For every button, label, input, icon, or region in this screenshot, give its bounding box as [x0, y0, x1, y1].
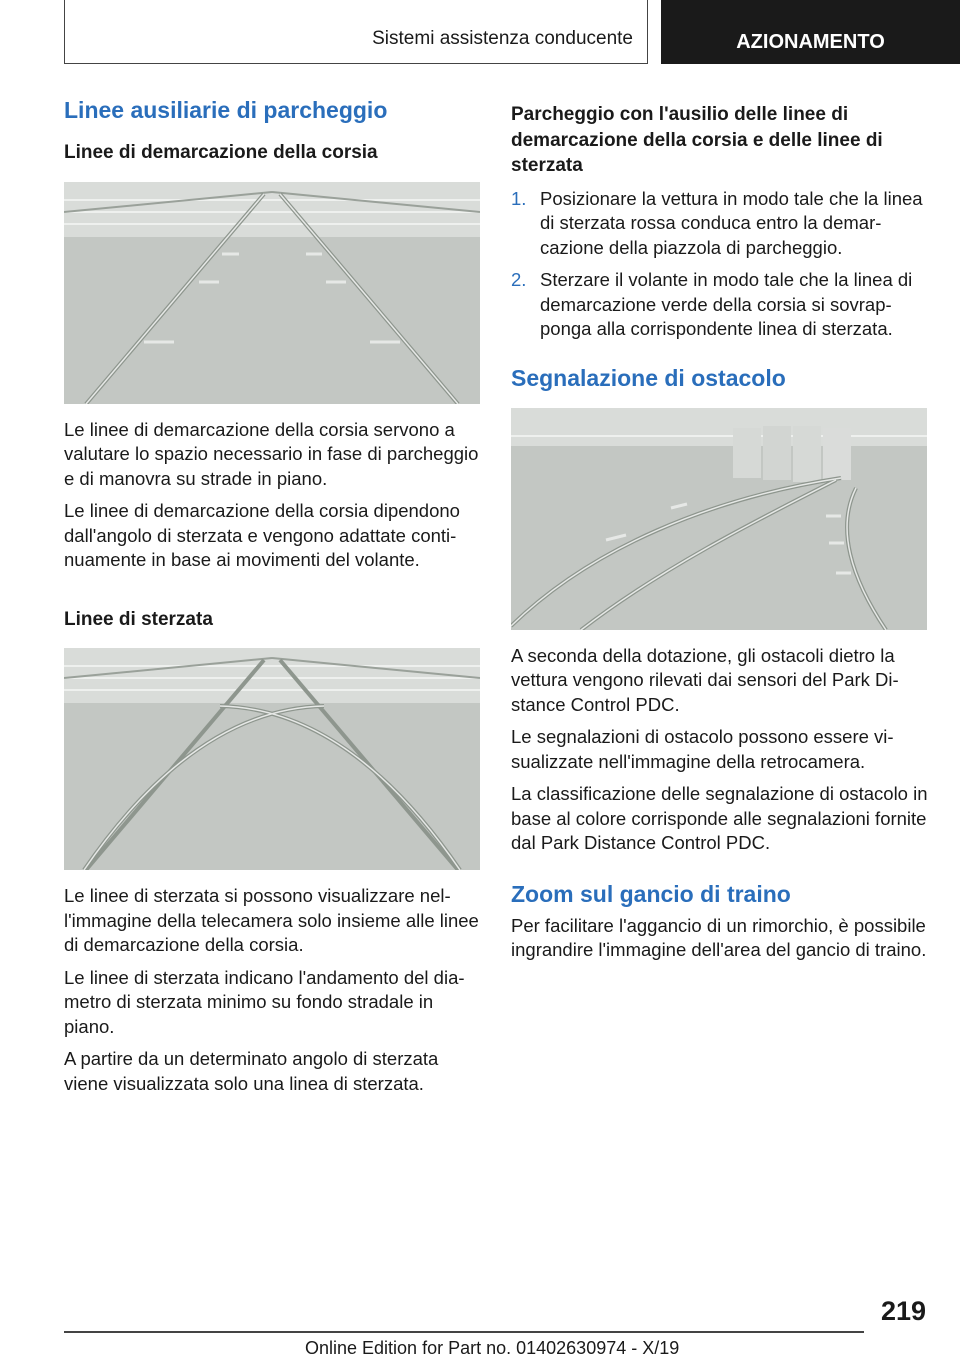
paragraph-steering-lines-2: Le linee di sterzata indicano l'andamento del diametro di sterzata minimo su fondo stradale in piano.	[64, 966, 465, 1037]
list-item	[511, 268, 929, 342]
header-section-box	[64, 0, 648, 64]
subheading-parking-procedure: Parcheggio con l'ausilio delle linee di demarcazione della corsia e delle linee di sterzata	[511, 104, 883, 177]
step-text: Sterzare il volante in modo tale che la linea di demarcazione verde della corsia si sovrapponga alla corrispondente linea di sterzata.	[540, 269, 913, 340]
paragraph-lane-lines-2: Le linee di demarcazione della corsia dipendono dall'angolo di sterzata e vengono adattate continuamente in base ai movimenti del volante.	[64, 500, 460, 571]
lane-lines-figure	[64, 182, 480, 404]
section-title-hitch-zoom: Zoom sul gancio di traino	[511, 880, 791, 907]
paragraph-lane-lines-1: Le linee di demarcazione della corsia servono a valutare lo spazio necessario in fase di parcheggio e di manovra su strade in piano.	[64, 418, 479, 489]
footer-divider	[64, 1331, 864, 1333]
steps-list	[511, 187, 929, 342]
step-text: Posizionare la vettura in modo tale che la linea di sterzata rossa conduca entro la demarcazione della piazzola di parcheggio.	[540, 187, 923, 258]
header-section-title: Sistemi assistenza conducente	[372, 28, 633, 49]
footer-edition: Online Edition for Part no. 01402630974 - X/19	[305, 1338, 680, 1358]
obstacle-warning-figure	[511, 408, 927, 630]
right-column	[511, 96, 929, 963]
paragraph-steering-lines-3: A partire da un determinato angolo di sterzata viene visualizzata solo una linea di sterzata.	[64, 1048, 439, 1094]
paragraph-hitch-zoom: Per facilitare l'aggancio di un rimorchio, è possibile ingrandire l'immagine dell'area del gancio di traino.	[511, 914, 927, 961]
paragraph-obstacle-3: La classificazione delle segnalazione di ostacolo in base al colore corrisponde alle segnalazioni fornite dal Park Distance Control PDC.	[511, 783, 928, 854]
header-chapter-label: AZIONAMENTO	[736, 30, 885, 53]
step-number: 1.	[511, 187, 527, 209]
subheading-steering-lines: Linee di sterzata	[64, 608, 213, 630]
paragraph-steering-lines-1: Le linee di sterzata si possono visualizzare nell'immagine della telecamera solo insieme alle linee di demarcazione della corsia.	[64, 885, 479, 956]
steering-lines-figure	[64, 648, 480, 870]
paragraph-obstacle-2: Le segnalazioni di ostacolo possono essere visualizzate nell'immagine della retrocamera.	[511, 726, 894, 772]
section-title-parking-lines: Linee ausiliarie di parcheggio	[64, 97, 388, 123]
section-title-obstacle: Segnalazione di ostacolo	[511, 364, 786, 391]
subheading-lane-lines: Linee di demarcazione della corsia	[64, 141, 378, 163]
list-item	[511, 187, 929, 261]
paragraph-obstacle-1: A seconda della dotazione, gli ostacoli dietro la vettura vengono rilevati dai sensori del Park Distance Control PDC.	[511, 644, 899, 715]
header-chapter-tab	[661, 0, 960, 64]
page-number: 219	[880, 1296, 926, 1326]
step-number: 2.	[511, 269, 527, 291]
left-column	[64, 96, 482, 1096]
